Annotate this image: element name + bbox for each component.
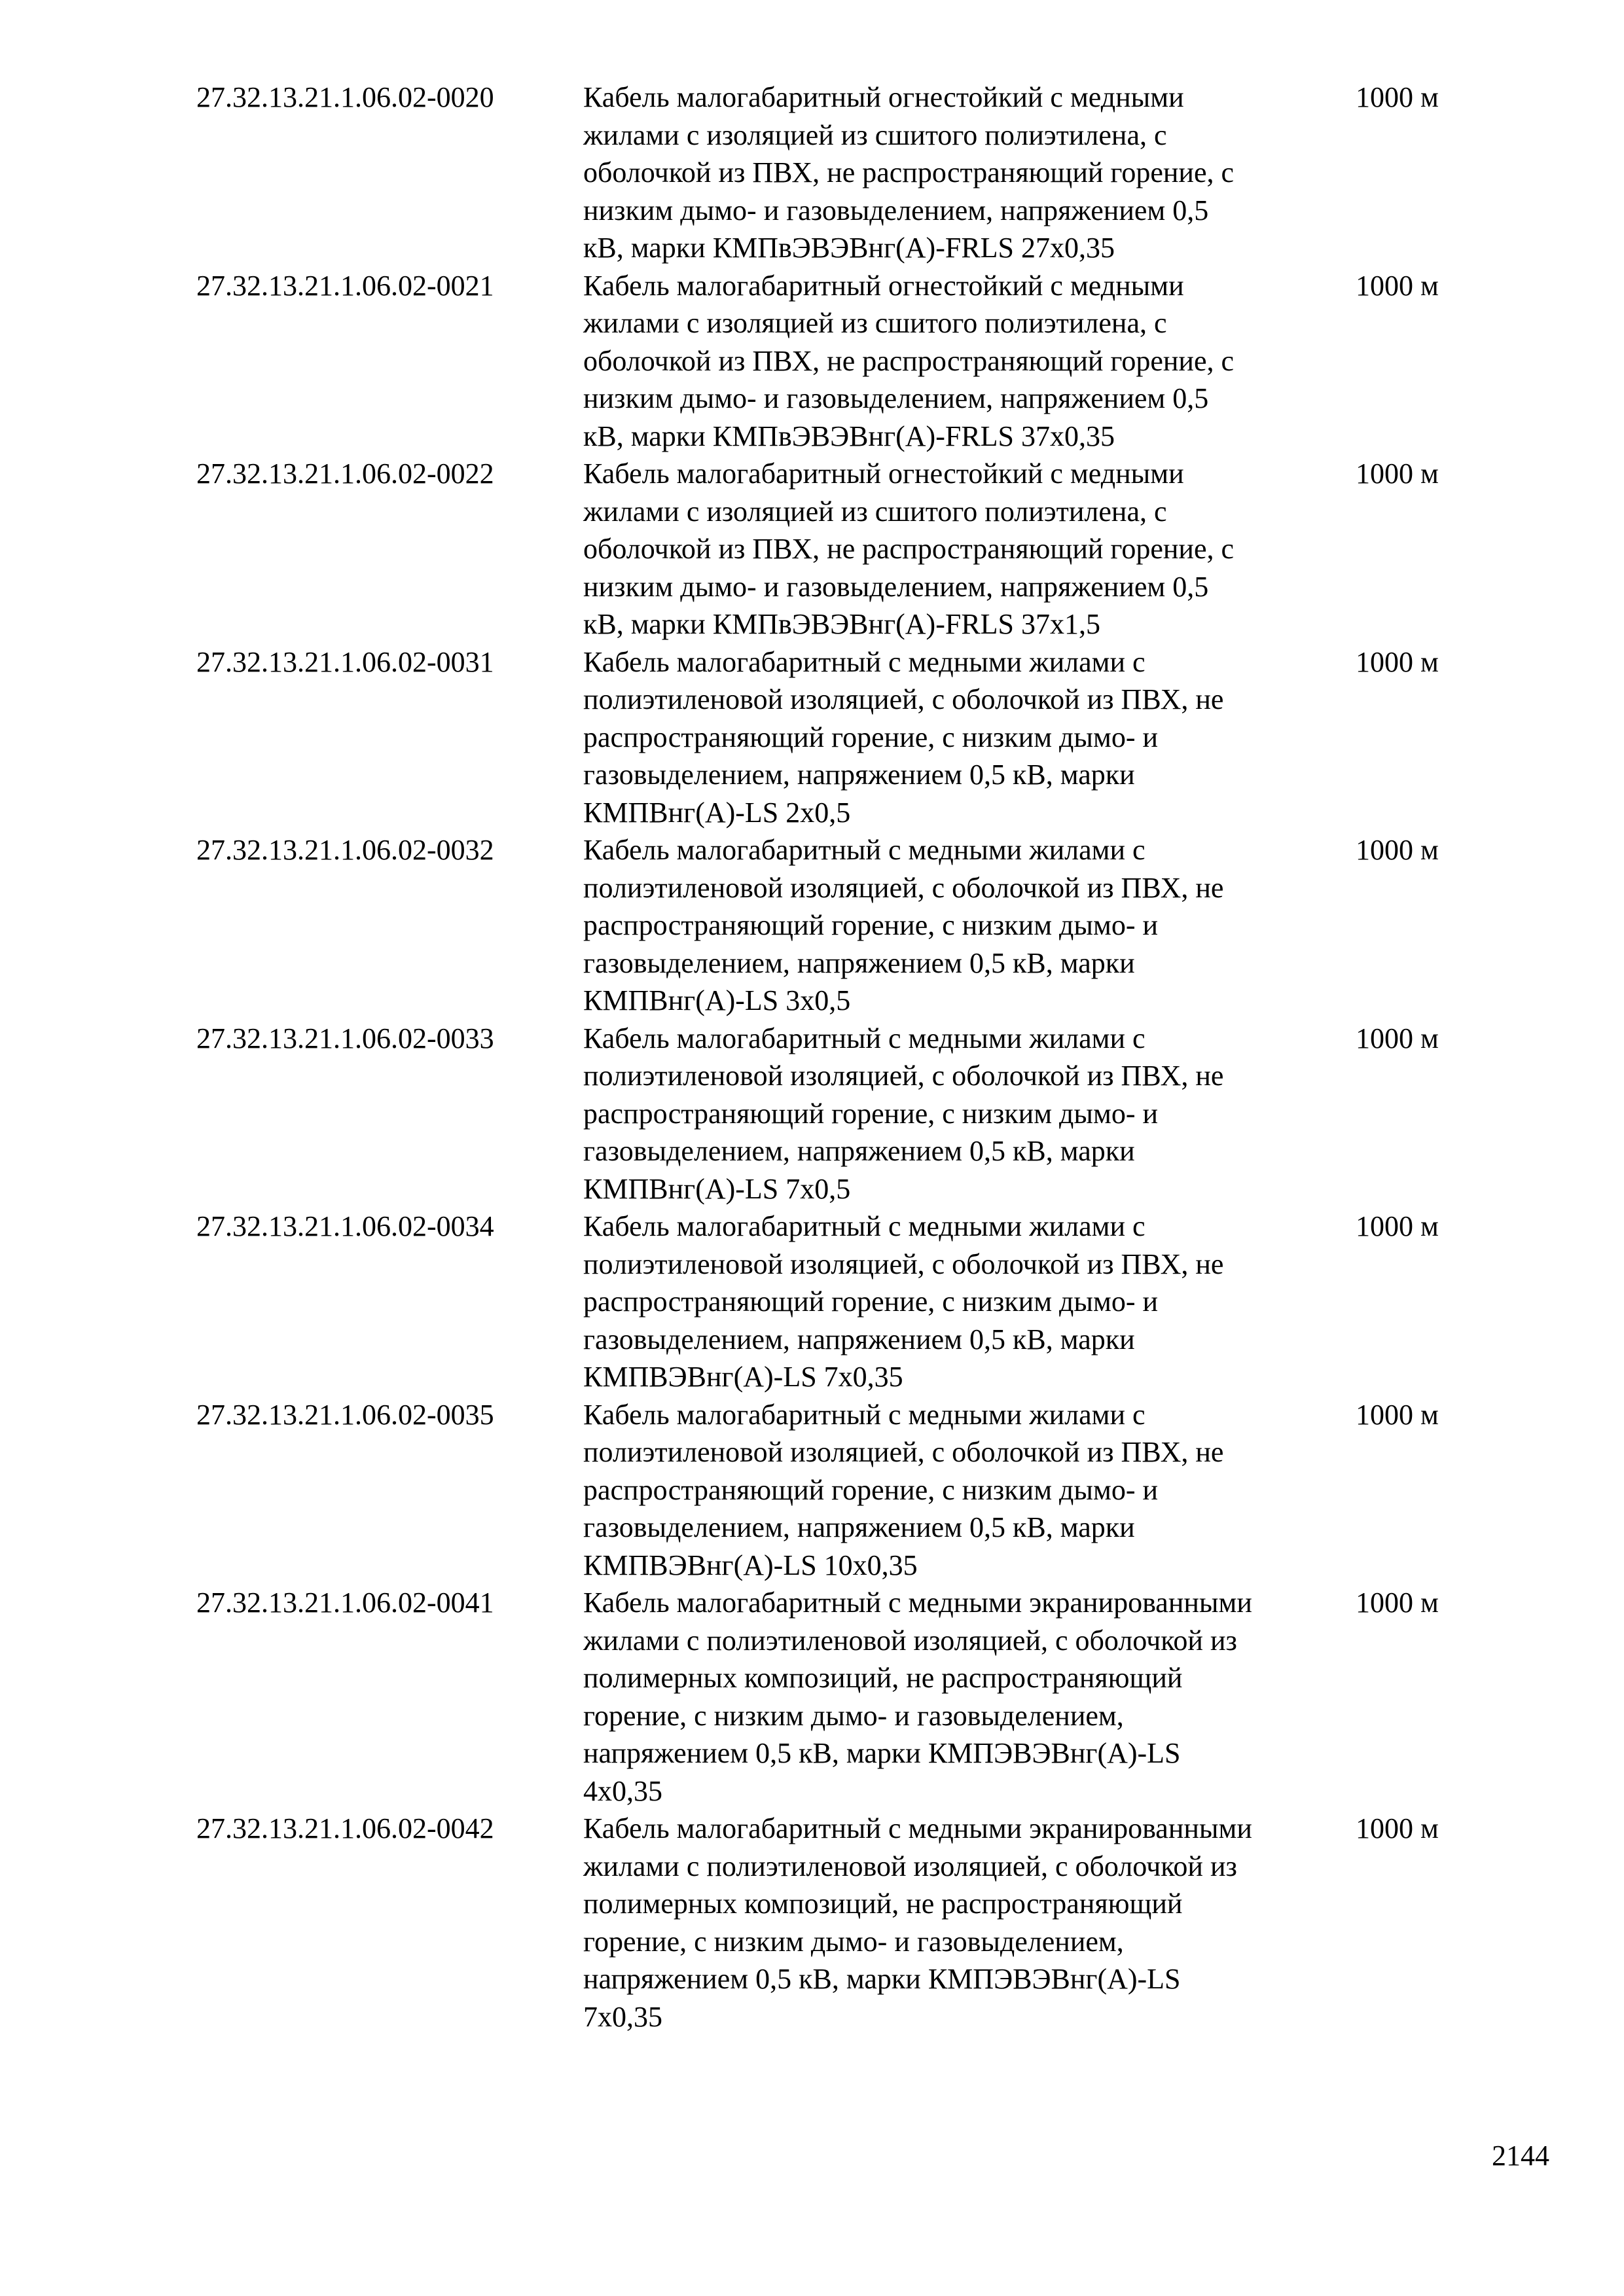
table-row <box>196 267 1506 456</box>
description-line: КМПВЭВнг(А)-LS 7x0,35 <box>583 1361 903 1393</box>
item-unit: 1000 м <box>1356 269 1439 302</box>
description-line: оболочкой из ПВХ, не распространяющий горение, с <box>583 156 1235 188</box>
description-line: распространяющий горение, с низким дымо- и <box>583 909 1159 941</box>
table-row <box>196 1208 1506 1396</box>
description-line: напряжением 0,5 кВ, марки КМПЭВЭВнг(А)-LS <box>583 1963 1181 1995</box>
description-line: Кабель малогабаритный с медными жилами с <box>583 834 1146 866</box>
item-code: 27.32.13.21.1.06.02-0022 <box>196 457 494 490</box>
item-description <box>583 79 1356 267</box>
item-unit: 1000 м <box>1356 457 1439 490</box>
description-line: Кабель малогабаритный с медными жилами с <box>583 1022 1146 1054</box>
item-code: 27.32.13.21.1.06.02-0021 <box>196 269 494 302</box>
description-line: газовыделением, напряжением 0,5 кВ, марки <box>583 946 1135 979</box>
description-line: газовыделением, напряжением 0,5 кВ, марки <box>583 1323 1135 1355</box>
item-unit: 1000 м <box>1356 1398 1439 1431</box>
table-row <box>196 1584 1506 1810</box>
description-line: газовыделением, напряжением 0,5 кВ, марки <box>583 1135 1135 1167</box>
item-code: 27.32.13.21.1.06.02-0041 <box>196 1587 494 1619</box>
item-description <box>583 1810 1356 2036</box>
table-row <box>196 455 1506 643</box>
item-unit: 1000 м <box>1356 645 1439 678</box>
description-line: Кабель малогабаритный с медными жилами с <box>583 1398 1146 1431</box>
description-line: Кабель малогабаритный огнестойкий с медными <box>583 269 1184 302</box>
table-row <box>196 79 1506 267</box>
description-line: напряжением 0,5 кВ, марки КМПЭВЭВнг(А)-LS <box>583 1737 1181 1769</box>
item-description <box>583 267 1356 456</box>
table-row <box>196 1020 1506 1208</box>
description-line: Кабель малогабаритный огнестойкий с медными <box>583 457 1184 490</box>
description-line: жилами с полиэтиленовой изоляцией, с оболочкой из <box>583 1624 1237 1657</box>
description-line: кВ, марки КМПвЭВЭВнг(А)-FRLS 37x0,35 <box>583 420 1115 452</box>
description-line: распространяющий горение, с низким дымо- и <box>583 1473 1159 1506</box>
description-line: 4x0,35 <box>583 1774 662 1807</box>
description-line: Кабель малогабаритный с медными экранированными <box>583 1587 1252 1619</box>
item-code: 27.32.13.21.1.06.02-0020 <box>196 81 494 113</box>
item-description <box>583 643 1356 832</box>
item-description <box>583 1020 1356 1208</box>
item-unit: 1000 м <box>1356 1812 1439 1844</box>
description-line: Кабель малогабаритный с медными жилами с <box>583 1210 1146 1242</box>
description-line: полиэтиленовой изоляцией, с оболочкой из ПВХ, не <box>583 683 1224 715</box>
description-line: горение, с низким дымо- и газовыделением, <box>583 1699 1124 1732</box>
item-code: 27.32.13.21.1.06.02-0034 <box>196 1210 494 1242</box>
page-number: 2144 <box>1492 2140 1549 2172</box>
description-line: КМПВнг(А)-LS 2x0,5 <box>583 796 851 829</box>
item-unit: 1000 м <box>1356 1022 1439 1054</box>
description-line: Кабель малогабаритный огнестойкий с медными <box>583 81 1184 113</box>
description-line: газовыделением, напряжением 0,5 кВ, марки <box>583 759 1135 791</box>
item-unit: 1000 м <box>1356 81 1439 113</box>
description-line: Кабель малогабаритный с медными жилами с <box>583 645 1146 678</box>
item-code: 27.32.13.21.1.06.02-0032 <box>196 834 494 866</box>
description-line: жилами с полиэтиленовой изоляцией, с оболочкой из <box>583 1850 1237 1882</box>
item-description <box>583 1208 1356 1396</box>
item-unit: 1000 м <box>1356 1587 1439 1619</box>
description-line: распространяющий горение, с низким дымо- и <box>583 1097 1159 1130</box>
table-row <box>196 1396 1506 1585</box>
description-line: оболочкой из ПВХ, не распространяющий горение, с <box>583 344 1235 377</box>
description-line: низким дымо- и газовыделением, напряжением 0,5 <box>583 570 1209 603</box>
description-line: газовыделением, напряжением 0,5 кВ, марки <box>583 1511 1135 1543</box>
description-line: оболочкой из ПВХ, не распространяющий горение, с <box>583 533 1235 565</box>
item-unit: 1000 м <box>1356 1210 1439 1242</box>
item-code: 27.32.13.21.1.06.02-0035 <box>196 1398 494 1431</box>
description-line: 7x0,35 <box>583 2000 662 2033</box>
description-line: КМПВнг(А)-LS 3x0,5 <box>583 984 851 1016</box>
description-line: кВ, марки КМПвЭВЭВнг(А)-FRLS 27x0,35 <box>583 232 1115 264</box>
item-description <box>583 455 1356 643</box>
item-description <box>583 1584 1356 1810</box>
table-row <box>196 831 1506 1020</box>
description-line: полиэтиленовой изоляцией, с оболочкой из ПВХ, не <box>583 871 1224 904</box>
description-line: Кабель малогабаритный с медными экранированными <box>583 1812 1252 1844</box>
item-code: 27.32.13.21.1.06.02-0033 <box>196 1022 494 1054</box>
description-line: кВ, марки КМПвЭВЭВнг(А)-FRLS 37x1,5 <box>583 608 1101 640</box>
description-line: полимерных композиций, не распространяющий <box>583 1888 1183 1920</box>
description-line: распространяющий горение, с низким дымо- и <box>583 721 1159 753</box>
description-line: распространяющий горение, с низким дымо- и <box>583 1285 1159 1318</box>
price-list-table <box>196 79 1506 2036</box>
description-line: жилами с изоляцией из сшитого полиэтилена, с <box>583 307 1167 339</box>
table-row <box>196 643 1506 832</box>
description-line: КМПВнг(А)-LS 7x0,5 <box>583 1172 851 1205</box>
description-line: жилами с изоляцией из сшитого полиэтилена, с <box>583 118 1167 151</box>
description-line: полиэтиленовой изоляцией, с оболочкой из ПВХ, не <box>583 1247 1224 1280</box>
item-description <box>583 831 1356 1020</box>
item-code: 27.32.13.21.1.06.02-0031 <box>196 645 494 678</box>
description-line: полиэтиленовой изоляцией, с оболочкой из ПВХ, не <box>583 1060 1224 1092</box>
description-line: горение, с низким дымо- и газовыделением, <box>583 1925 1124 1958</box>
description-line: полиэтиленовой изоляцией, с оболочкой из ПВХ, не <box>583 1436 1224 1468</box>
table-row <box>196 1810 1506 2036</box>
item-code: 27.32.13.21.1.06.02-0042 <box>196 1812 494 1844</box>
description-line: низким дымо- и газовыделением, напряжением 0,5 <box>583 382 1209 414</box>
item-unit: 1000 м <box>1356 834 1439 866</box>
description-line: КМПВЭВнг(А)-LS 10x0,35 <box>583 1549 918 1581</box>
description-line: полимерных композиций, не распространяющий <box>583 1662 1183 1694</box>
description-line: низким дымо- и газовыделением, напряжением 0,5 <box>583 194 1209 226</box>
description-line: жилами с изоляцией из сшитого полиэтилена, с <box>583 495 1167 528</box>
item-description <box>583 1396 1356 1585</box>
